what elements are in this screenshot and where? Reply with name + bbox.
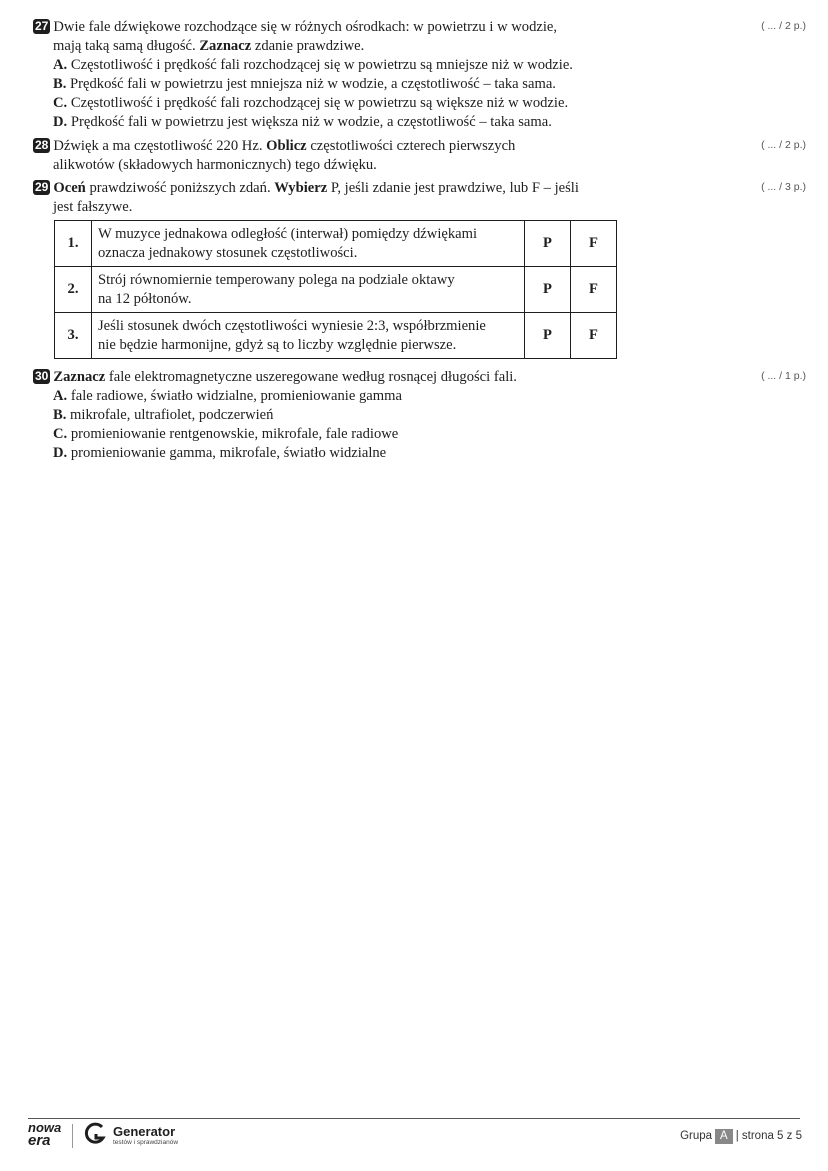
- generator-title: Generator: [113, 1124, 176, 1139]
- answer-option-c[interactable]: C. promieniowanie rentgenowskie, mikrofale, fale radiowe: [53, 426, 399, 442]
- false-option[interactable]: F: [571, 313, 617, 359]
- points-box: ( ... / 2 p.): [761, 20, 806, 32]
- statement-cell: Jeśli stosunek dwóch częstotliwości wyniesie 2:3, współbrzmienie nie będzie harmonijne, gdyż są to liczby względnie pierwsze.: [92, 313, 525, 359]
- question-text: mają taką samą długość.: [53, 38, 196, 54]
- question-text: zdanie prawdziwe.: [254, 38, 365, 54]
- true-false-table: [54, 220, 617, 359]
- page-info: [680, 1129, 802, 1144]
- instruction-word: Oblicz: [266, 138, 307, 154]
- question-28: 28 Dźwięk a ma częstotliwość 220 Hz. Oblicz częstotliwości czterech pierwszych alikwotów (składowych harmonicznych) tego dźwięku.: [35, 138, 516, 173]
- statement-cell: W muzyce jednakowa odległość (interwał) pomiędzy dźwiękami oznacza jednakowy stosunek częstotliwości.: [92, 221, 525, 267]
- page-number: | strona 5 z 5: [735, 1130, 802, 1142]
- logo-separator: [72, 1124, 73, 1148]
- points-box: ( ... / 1 p.): [761, 370, 806, 382]
- row-number: 2.: [55, 267, 92, 313]
- answer-option-c[interactable]: C. Częstotliwość i prędkość fali rozchodzącej się w powietrzu są większe niż w wodzie.: [53, 95, 569, 111]
- question-27: [33, 18, 633, 132]
- statement-cell: Strój równomiernie temperowany polega na podziale oktawy na 12 półtonów.: [92, 267, 525, 313]
- instruction-word: Zaznacz: [199, 38, 252, 54]
- footer-divider: [28, 1118, 800, 1119]
- generator-subtitle: testów i sprawdzianów: [113, 1139, 179, 1146]
- question-number: 27: [35, 19, 49, 33]
- question-number: 28: [35, 138, 49, 152]
- false-option[interactable]: F: [571, 267, 617, 313]
- instruction-word: Zaznacz: [53, 369, 106, 385]
- answer-option-d[interactable]: D. Prędkość fali w powietrzu jest większa niż w wodzie, a częstotliwość – taka sama.: [53, 114, 552, 130]
- row-number: 1.: [55, 221, 92, 267]
- answer-option-b[interactable]: B. Prędkość fali w powietrzu jest mniejsza niż w wodzie, a częstotliwość – taka sama.: [53, 76, 556, 92]
- question-30: 30 Zaznacz fale elektromagnetyczne uszeregowane według rosnącej długości fali. A. fale radiowe, światło widzialne, promieniowanie gamma B. mikrofale, ultrafiolet, podczerwień C. promieniowanie rentgenowskie, mikrofale, fale radiowe D. promieniowanie gamma, mikrofale, światło widzialne: [33, 368, 633, 463]
- true-option[interactable]: P: [525, 221, 571, 267]
- row-number: 3.: [55, 313, 92, 359]
- nowa-era-logo: nowa era: [28, 1120, 62, 1149]
- group-badge: A: [715, 1129, 733, 1144]
- points-box: ( ... / 3 p.): [761, 181, 806, 193]
- question-number: 29: [35, 180, 49, 194]
- question-text: Dwie fale dźwiękowe rozchodzące się w różnych ośrodkach: w powietrzu i w wodzie,: [53, 19, 558, 35]
- false-option[interactable]: F: [571, 221, 617, 267]
- answer-option-d[interactable]: D. promieniowanie gamma, mikrofale, światło widzialne: [53, 445, 387, 461]
- true-option[interactable]: P: [525, 313, 571, 359]
- points-box: ( ... / 2 p.): [761, 139, 806, 151]
- instruction-word: Wybierz: [274, 180, 328, 196]
- answer-option-a[interactable]: A. fale radiowe, światło widzialne, promieniowanie gamma: [53, 388, 402, 404]
- group-label: Grupa: [680, 1130, 713, 1142]
- table-row: [55, 267, 617, 313]
- table-row: [55, 313, 617, 359]
- answer-option-b[interactable]: B. mikrofale, ultrafiolet, podczerwień: [53, 407, 274, 423]
- true-option[interactable]: P: [525, 267, 571, 313]
- instruction-word: Oceń: [53, 180, 86, 196]
- answer-option-a[interactable]: A. Częstotliwość i prędkość fali rozchodzącej się w powietrzu są mniejsze niż w wodzie.: [53, 57, 573, 73]
- question-29: 29 Oceń prawdziwość poniższych zdań. Wybierz P, jeśli zdanie jest prawdziwe, lub F – jeśli jest fałszywe.: [35, 180, 579, 215]
- table-row: [55, 221, 617, 267]
- question-number: 30: [35, 369, 49, 383]
- generator-logo-icon: [82, 1121, 108, 1147]
